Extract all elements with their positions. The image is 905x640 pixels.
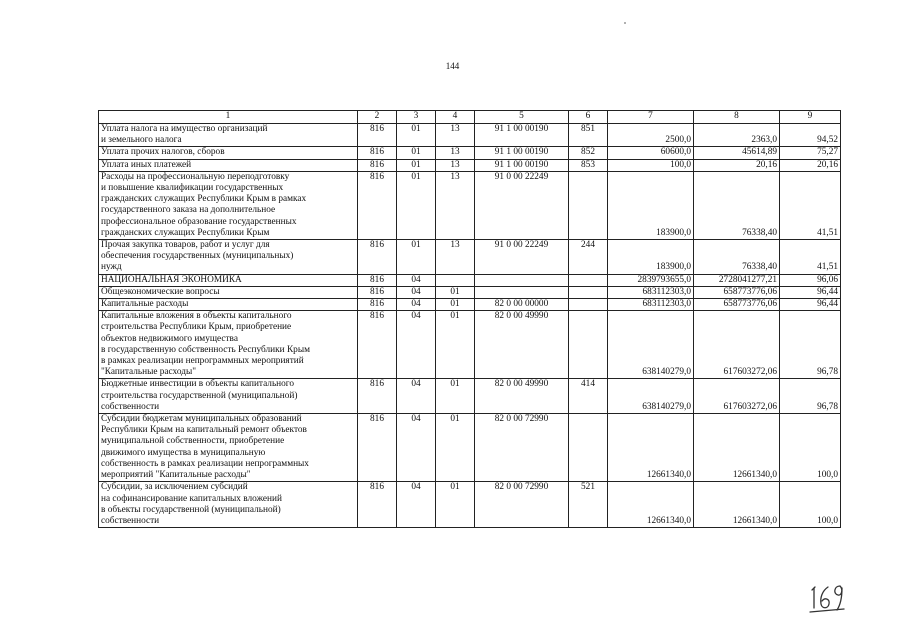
percent-executed: 96,44 bbox=[780, 286, 841, 298]
table-row bbox=[99, 311, 841, 379]
expense-type: 521 bbox=[569, 482, 608, 528]
subsection-code-2: 01 bbox=[436, 311, 475, 379]
table-row bbox=[99, 299, 841, 311]
section-code: 816 bbox=[358, 274, 397, 286]
name-cell: НАЦИОНАЛЬНАЯ ЭКОНОМИКА bbox=[99, 274, 358, 286]
expense-type bbox=[569, 286, 608, 298]
target-article: 82 0 00 49990 bbox=[475, 379, 569, 414]
target-article: 91 1 00 00190 bbox=[475, 159, 569, 171]
column-header-7: 7 bbox=[608, 111, 694, 124]
expense-type: 853 bbox=[569, 159, 608, 171]
target-article: 82 0 00 72990 bbox=[475, 414, 569, 482]
target-article: 82 0 00 49990 bbox=[475, 311, 569, 379]
percent-executed: 96,44 bbox=[780, 299, 841, 311]
column-header-9: 9 bbox=[780, 111, 841, 124]
scan-speck bbox=[624, 22, 626, 24]
planned-amount: 183900,0 bbox=[608, 171, 694, 239]
budget-table bbox=[98, 110, 841, 528]
table-header-row bbox=[99, 111, 841, 124]
expense-type bbox=[569, 414, 608, 482]
planned-amount: 60600,0 bbox=[608, 147, 694, 159]
table-row bbox=[99, 274, 841, 286]
target-article: 91 0 00 22249 bbox=[475, 171, 569, 239]
planned-amount: 638140279,0 bbox=[608, 379, 694, 414]
percent-executed: 96,06 bbox=[780, 274, 841, 286]
section-code: 816 bbox=[358, 159, 397, 171]
subsection-code: 01 bbox=[397, 124, 436, 147]
table-row bbox=[99, 482, 841, 528]
subsection-code-2: 13 bbox=[436, 240, 475, 275]
percent-executed: 41,51 bbox=[780, 240, 841, 275]
executed-amount: 76338,40 bbox=[694, 240, 780, 275]
planned-amount: 2500,0 bbox=[608, 124, 694, 147]
target-article: 91 1 00 00190 bbox=[475, 147, 569, 159]
section-code: 816 bbox=[358, 482, 397, 528]
target-article: 91 1 00 00190 bbox=[475, 124, 569, 147]
name-cell: Уплата налога на имущество организаций и земельного налога bbox=[99, 124, 358, 147]
planned-amount: 638140279,0 bbox=[608, 311, 694, 379]
table-row bbox=[99, 159, 841, 171]
handwritten-page-number bbox=[808, 576, 848, 616]
planned-amount: 683112303,0 bbox=[608, 299, 694, 311]
name-cell: Расходы на профессиональную переподготовку и повышение квалификации государственных гражданских служащих Республики Крым в рамках государственного заказа на дополнительное профессиональное образование государственных гражданских служащих Республики Крым bbox=[99, 171, 358, 239]
name-cell: Общеэкономические вопросы bbox=[99, 286, 358, 298]
subsection-code-2: 01 bbox=[436, 482, 475, 528]
name-cell: Капитальные расходы bbox=[99, 299, 358, 311]
subsection-code-2: 13 bbox=[436, 147, 475, 159]
target-article: 91 0 00 22249 bbox=[475, 240, 569, 275]
section-code: 816 bbox=[358, 147, 397, 159]
column-header-3: 3 bbox=[397, 111, 436, 124]
planned-amount: 2839793655,0 bbox=[608, 274, 694, 286]
executed-amount: 12661340,0 bbox=[694, 482, 780, 528]
executed-amount: 617603272,06 bbox=[694, 379, 780, 414]
subsection-code: 04 bbox=[397, 379, 436, 414]
section-code: 816 bbox=[358, 286, 397, 298]
expense-type: 244 bbox=[569, 240, 608, 275]
column-header-2: 2 bbox=[358, 111, 397, 124]
section-code: 816 bbox=[358, 299, 397, 311]
percent-executed: 96,78 bbox=[780, 379, 841, 414]
target-article bbox=[475, 274, 569, 286]
target-article: 82 0 00 72990 bbox=[475, 482, 569, 528]
subsection-code-2: 13 bbox=[436, 159, 475, 171]
name-cell: Уплата прочих налогов, сборов bbox=[99, 147, 358, 159]
name-cell: Капитальные вложения в объекты капитального строительства Республики Крым, приобретение объектов недвижимого имущества в государственную собственность Республики Крым в рамках реализации непрограммных мероприятий "Капитальные расходы" bbox=[99, 311, 358, 379]
planned-amount: 183900,0 bbox=[608, 240, 694, 275]
table-row bbox=[99, 240, 841, 275]
planned-amount: 12661340,0 bbox=[608, 414, 694, 482]
subsection-code: 04 bbox=[397, 482, 436, 528]
subsection-code-2: 01 bbox=[436, 286, 475, 298]
expense-type bbox=[569, 299, 608, 311]
subsection-code-2 bbox=[436, 274, 475, 286]
percent-executed: 96,78 bbox=[780, 311, 841, 379]
executed-amount: 617603272,06 bbox=[694, 311, 780, 379]
table-row bbox=[99, 147, 841, 159]
subsection-code-2: 13 bbox=[436, 124, 475, 147]
table-row bbox=[99, 379, 841, 414]
name-cell: Субсидии, за исключением субсидий на софинансирование капитальных вложений в объекты государственной (муниципальной) собственности bbox=[99, 482, 358, 528]
subsection-code-2: 01 bbox=[436, 379, 475, 414]
expense-type: 851 bbox=[569, 124, 608, 147]
name-cell: Уплата иных платежей bbox=[99, 159, 358, 171]
subsection-code-2: 13 bbox=[436, 171, 475, 239]
table-row bbox=[99, 171, 841, 239]
percent-executed: 20,16 bbox=[780, 159, 841, 171]
section-code: 816 bbox=[358, 311, 397, 379]
section-code: 816 bbox=[358, 124, 397, 147]
expense-type bbox=[569, 311, 608, 379]
executed-amount: 658773776,06 bbox=[694, 286, 780, 298]
target-article: 82 0 00 00000 bbox=[475, 299, 569, 311]
expense-type bbox=[569, 171, 608, 239]
name-cell: Субсидии бюджетам муниципальных образований Республики Крым на капитальный ремонт объектов муниципальной собственности, приобретение движимого имущества в муниципальную собственность в рамках реализации непрограммных мероприятий "Капитальные расходы" bbox=[99, 414, 358, 482]
column-header-8: 8 bbox=[694, 111, 780, 124]
expense-type: 414 bbox=[569, 379, 608, 414]
column-header-6: 6 bbox=[569, 111, 608, 124]
subsection-code-2: 01 bbox=[436, 299, 475, 311]
planned-amount: 683112303,0 bbox=[608, 286, 694, 298]
percent-executed: 94,52 bbox=[780, 124, 841, 147]
page-number: 144 bbox=[445, 61, 460, 71]
subsection-code: 01 bbox=[397, 240, 436, 275]
expense-type bbox=[569, 274, 608, 286]
name-cell: Бюджетные инвестиции в объекты капитального строительства государственной (муниципальной) собственности bbox=[99, 379, 358, 414]
table-row bbox=[99, 286, 841, 298]
section-code: 816 bbox=[358, 171, 397, 239]
planned-amount: 12661340,0 bbox=[608, 482, 694, 528]
expense-type: 852 bbox=[569, 147, 608, 159]
table-row bbox=[99, 414, 841, 482]
column-header-4: 4 bbox=[436, 111, 475, 124]
column-header-1: 1 bbox=[99, 111, 358, 124]
column-header-5: 5 bbox=[475, 111, 569, 124]
executed-amount: 2728041277,21 bbox=[694, 274, 780, 286]
executed-amount: 20,16 bbox=[694, 159, 780, 171]
subsection-code: 04 bbox=[397, 414, 436, 482]
executed-amount: 76338,40 bbox=[694, 171, 780, 239]
planned-amount: 100,0 bbox=[608, 159, 694, 171]
percent-executed: 100,0 bbox=[780, 414, 841, 482]
percent-executed: 100,0 bbox=[780, 482, 841, 528]
subsection-code: 04 bbox=[397, 286, 436, 298]
executed-amount: 45614,89 bbox=[694, 147, 780, 159]
subsection-code: 04 bbox=[397, 274, 436, 286]
target-article bbox=[475, 286, 569, 298]
subsection-code: 04 bbox=[397, 311, 436, 379]
subsection-code: 04 bbox=[397, 299, 436, 311]
subsection-code: 01 bbox=[397, 159, 436, 171]
table-row bbox=[99, 124, 841, 147]
section-code: 816 bbox=[358, 414, 397, 482]
percent-executed: 41,51 bbox=[780, 171, 841, 239]
executed-amount: 12661340,0 bbox=[694, 414, 780, 482]
subsection-code: 01 bbox=[397, 147, 436, 159]
subsection-code-2: 01 bbox=[436, 414, 475, 482]
section-code: 816 bbox=[358, 379, 397, 414]
subsection-code: 01 bbox=[397, 171, 436, 239]
percent-executed: 75,27 bbox=[780, 147, 841, 159]
executed-amount: 658773776,06 bbox=[694, 299, 780, 311]
name-cell: Прочая закупка товаров, работ и услуг для обеспечения государственных (муниципальных) нужд bbox=[99, 240, 358, 275]
executed-amount: 2363,0 bbox=[694, 124, 780, 147]
section-code: 816 bbox=[358, 240, 397, 275]
